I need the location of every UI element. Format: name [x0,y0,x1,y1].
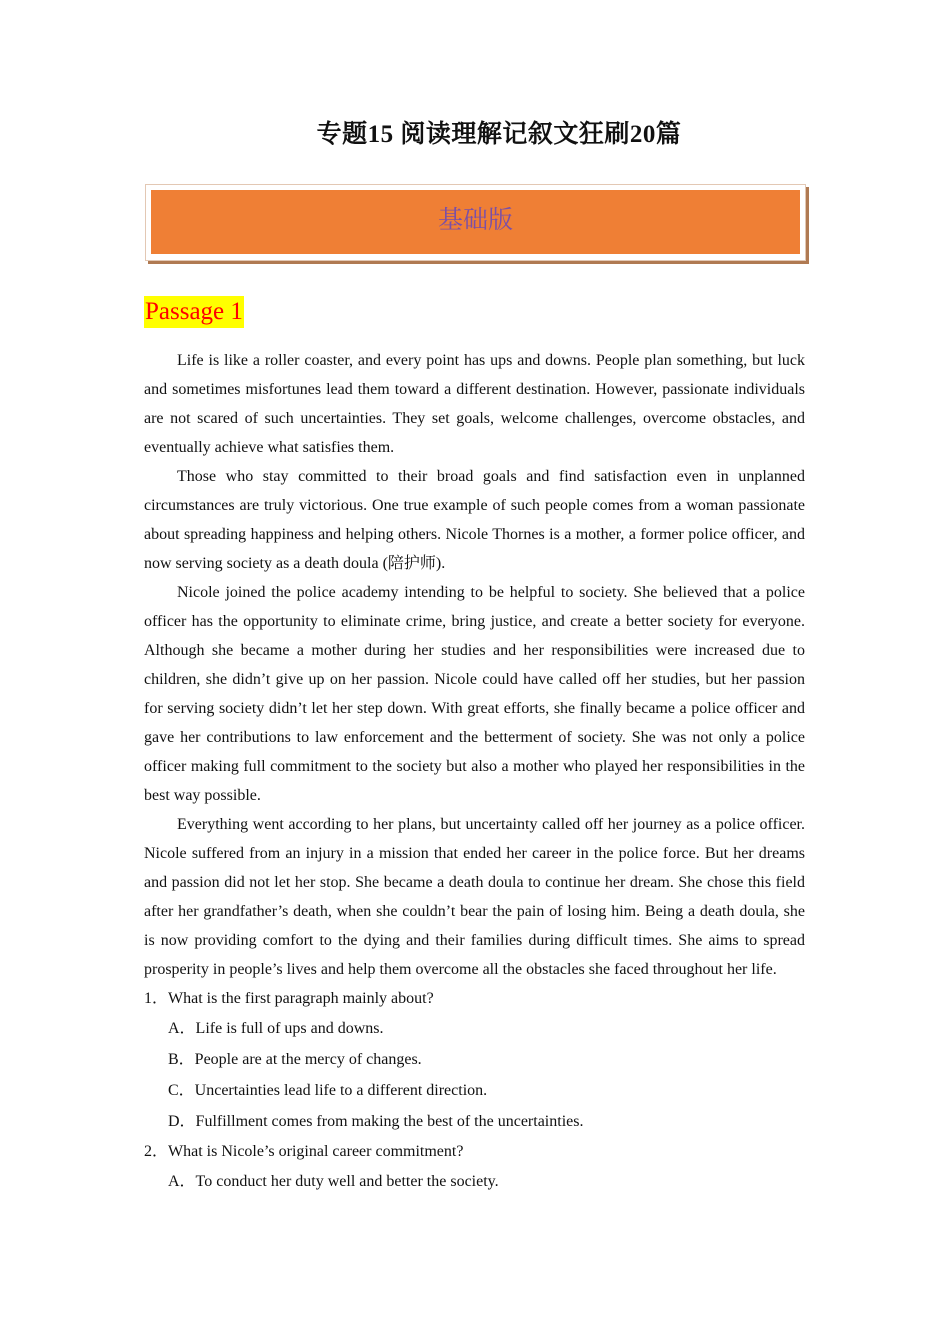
paragraph: Nicole joined the police academy intending to be helpful to society. She believed that a police officer has the opportunity to eliminate crime, bring justice, and create a better society for everyone. Although she became a mother during her studies and her responsibilities were increased due to children, she didn’t give up on her passion. Nicole could have called off her studies, but her passion for serving society didn’t let her step down. With great efforts, she finally became a police officer and gave her contributions to law enforcement and the betterment of society. She was not only a police officer making full commitment to the society but also a mother who played her responsibilities in the best way possible. [144,584,805,804]
banner-label: 基础版 [437,207,513,234]
level-banner [145,184,806,261]
passage-label: Passage 1 [144,296,244,328]
page-title: 专题15 阅读理解记叙文狂刷20篇 [316,121,682,148]
option-1a: A．Life is full of ups and downs. [168,1020,384,1037]
option-1d: D．Fulfillment comes from making the best of the uncertainties. [168,1113,584,1130]
passage-body [144,346,805,1197]
paragraph: Those who stay committed to their broad goals and find satisfaction even in unplanned circumstances are truly victorious. One true example of such people comes from a woman passionate about spreading happiness and helping others. Nicole Thornes is a mother, a former police officer, and now serving society as a death doula (陪护师). [144,468,805,572]
option-1c: C．Uncertainties lead life to a different direction. [168,1082,488,1099]
paragraph: Life is like a roller coaster, and every point has ups and downs. People plan something, but luck and sometimes misfortunes lead them toward a different destination. However, passionate individuals are not scared of such uncertainties. They set goals, welcome challenges, overcome obstacles, and eventually achieve what satisfies them. [144,352,805,456]
paragraph: Everything went according to her plans, but uncertainty called off her journey as a police officer. Nicole suffered from an injury in a mission that ended her career in the police force. But her dreams and passion did not let her stop. She became a death doula to continue her dream. She chose this field after her grandfather’s death, when she couldn’t bear the pain of losing him. Being a death doula, she is now providing comfort to the dying and their families during difficult times. She aims to spread prosperity in people’s lives and help them overcome all the obstacles she faced throughout her life. [144,816,805,978]
option-2a: A．To conduct her duty well and better the society. [168,1173,499,1190]
banner-fill [151,190,800,254]
question-2: 2．What is Nicole’s original career commitment? [144,1143,464,1160]
question-1: 1．What is the first paragraph mainly about? [144,990,434,1007]
option-1b: B．People are at the mercy of changes. [168,1051,422,1068]
